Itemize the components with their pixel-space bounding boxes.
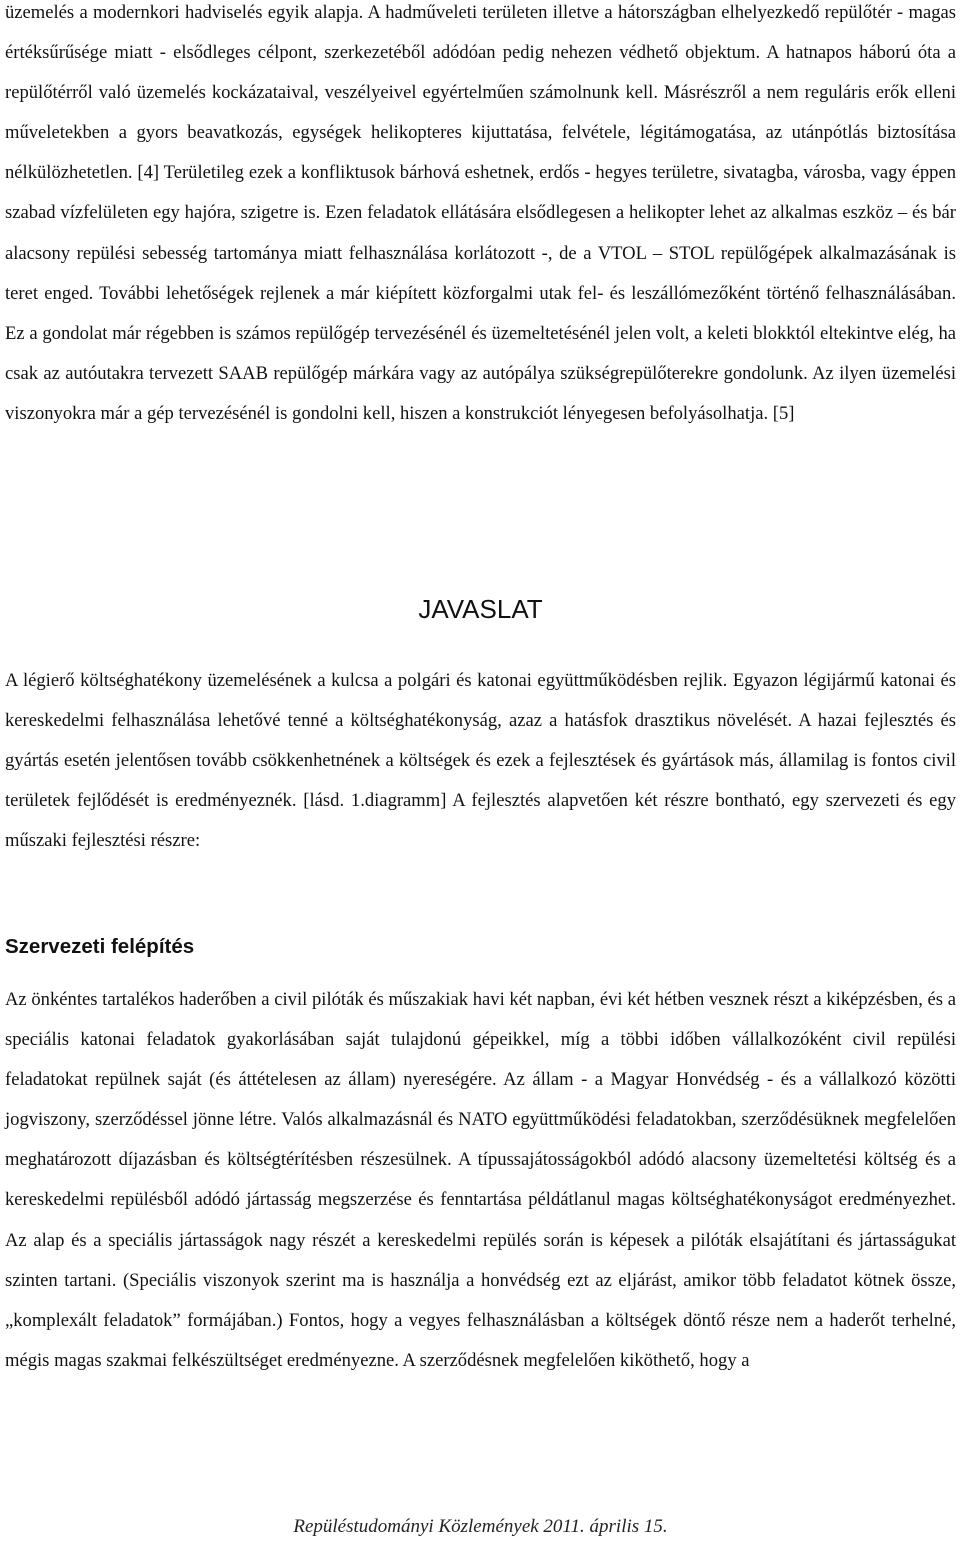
document-page (5, 0, 956, 1541)
heading-szervezeti-felepites: Szervezeti felépítés (5, 935, 195, 958)
paragraph-javaslat: A légierő költséghatékony üzemelésének a kulcsa a polgári és katonai együttműködésben rejlik. Egyazon légijármű katonai és kereskedelmi felhasználása lehetővé tenné a költséghatékonyság, azaz a hatásfok drasztikus növelését. A hazai fejlesztés és gyártás esetén jelentősen tovább csökkenhetnének a költségek és ezek a fejlesztések és gyártások más, államilag is fontos civil területek fejlődését is eredményeznék. [lásd. 1.diagramm] A fejlesztés alapvetően két részre bontható, egy szervezeti és egy műszaki fejlesztési részre: (5, 670, 956, 852)
body-section-intro (5, 0, 956, 434)
page-footer: Repüléstudományi Közlemények 2011. április 15. (293, 1516, 668, 1537)
paragraph-intro: üzemelés a modernkori hadviselés egyik alapja. A hadműveleti területen illetve a hátországban elhelyezkedő repülőtér - magas értéksűrűsége miatt - elsődleges célpont, szerkezetéből adódóan pedig nehezen védhető objektum. A hatnapos háború óta a repülőtérről való üzemelés kockázataival, veszélyeivel egyértelműen számolnunk kell. Másrészről a nem reguláris erők elleni műveletekben a gyors beavatkozás, egységek helikopteres kijuttatása, felvétele, légitámogatása, az utánpótlás biztosítása nélkülözhetetlen. [4] Területileg ezek a konfliktusok bárhová eshetnek, erdős - hegyes területre, sivatagba, városba, vagy éppen szabad vízfelületen egy hajóra, szigetre is. Ezen feladatok ellátására elsődlegesen a helikopter lehet az alkalmas eszköz – és bár alacsony repülési sebesség tartománya miatt felhasználása korlátozott -, de a VTOL – STOL repülőgépek alkalmazásának is teret enged. További lehetőségek rejlenek a már kiépített közforgalmi utak fel- és leszállómezőként történő felhasználásában. Ez a gondolat már régebben is számos repülőgép tervezésénél és üzemeltetésénél jelen volt, a keleti blokktól eltekintve elég, ha csak az autóutakra tervezett SAAB repülőgép márkára vagy az autópálya szükségrepülőterekre gondolunk. Az ilyen üzemelési viszonyokra már a gép tervezésénél is gondolni kell, hiszen a konstrukciót lényegesen befolyásolhatja. [5] (5, 2, 956, 424)
paragraph-szervezeti: Az önkéntes tartalékos haderőben a civil pilóták és műszakiak havi két napban, évi két hétben vesznek részt a kiképzésben, és a speciális katonai feladatok gyakorlásában saját tulajdonú gépeikkel, míg a többi időben vállalkozóként civil repülési feladatokat repülnek saját (és áttételesen az állam) nyereségére. Az állam - a Magyar Honvédség - és a vállalkozó közötti jogviszony, szerződéssel jönne létre. Valós alkalmazásnál és NATO együttműködési feladatokban, szerződésüknek megfelelően meghatározott díjazásban és költségtérítésben részesülnek. A típussajátosságokból adódó alacsony üzemeltetési költség és a kereskedelmi repülésből adódó jártasság megszerzése és fenntartása példátlanul magas költséghatékonyságot eredményezhet. Az alap és a speciális jártasságok nagy részét a kereskedelmi repülés során is képesek a pilóták elsajátítani és jártasságukat szinten tartani. (Speciális viszonyok szerint ma is használja a honvédség ezt az eljárást, amikor több feladatot kötnek össze, „komplexált feladatok” formájában.) Fontos, hogy a vegyes felhasználásban a költségek döntő része nem a haderőt terhelné, mégis magas szakmai felkészültséget eredményezne. A szerződésnek megfelelően kiköthető, hogy a (5, 989, 956, 1371)
heading-javaslat: JAVASLAT (418, 594, 543, 624)
